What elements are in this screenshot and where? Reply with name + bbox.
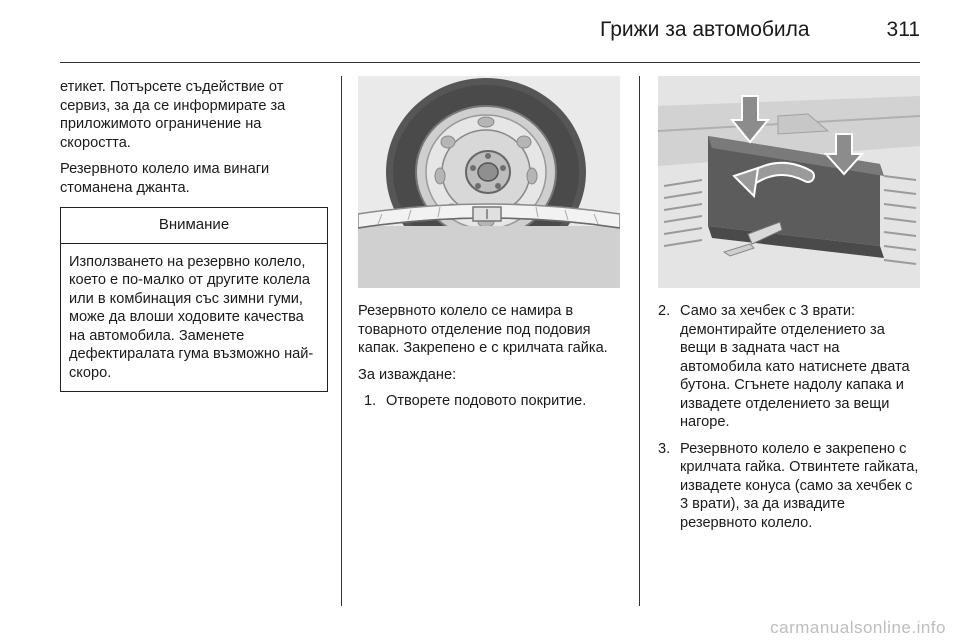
column-3 <box>658 302 923 540</box>
removal-steps-list <box>358 392 623 411</box>
storage-compartment-illustration <box>658 76 920 288</box>
list-item <box>358 392 623 411</box>
spare-wheel-illustration <box>358 76 620 288</box>
column-2 <box>358 302 623 419</box>
removal-steps-list-continued <box>658 302 923 532</box>
warning-box <box>60 207 328 392</box>
step-number: 2. <box>658 303 671 319</box>
paragraph-steel-rim: Резервното колело има винаги стоманена джанта. <box>60 161 270 196</box>
page-header-title: Грижи за автомобила <box>600 18 810 41</box>
step-text: Отворете подовото покритие. <box>386 393 587 409</box>
list-item <box>658 440 923 533</box>
paragraph-speed-limit: етикет. Потърсете съдействие от сервиз, за да се информирате за приложимото ограничение на скоростта. <box>60 79 286 151</box>
list-item <box>658 302 923 432</box>
page-number: 311 <box>886 18 920 41</box>
warning-body: Използването на резервно колело, което е по-малко от другите колела или в комбинация със зимни гуми, може да влоши ходовите качества на автомобила. Заменете дефектиралата гума възможно най-скоро. <box>69 253 314 381</box>
step-number: 3. <box>658 440 671 457</box>
step-text: Резервното колело е закрепено с крилчата гайка. Отвинтете гайката, извадете конуса (само за хечбек с 3 врати), за да извадите резервното колело. <box>680 440 919 531</box>
step-number: 1. <box>364 393 377 409</box>
paragraph-removal-intro: За изваждане: <box>358 366 457 383</box>
step-text: Само за хечбек с 3 врати: демонтирайте отделението за вещи в задната част на автомобила като натиснете двата бутона. Сгънете надолу капака и извадете отделението за вещи нагоре. <box>680 303 910 430</box>
paragraph-spare-wheel-location: Резервното колело се намира в товарното отделение под подовия капак. Закрепено е с крилчата гайка. <box>358 303 608 356</box>
column-divider-2 <box>639 76 640 606</box>
column-divider-1 <box>341 76 342 606</box>
warning-title: Внимание <box>61 208 327 244</box>
column-1 <box>60 78 328 392</box>
header-rule <box>60 62 920 63</box>
watermark: carmanualsonline.info <box>770 618 946 637</box>
